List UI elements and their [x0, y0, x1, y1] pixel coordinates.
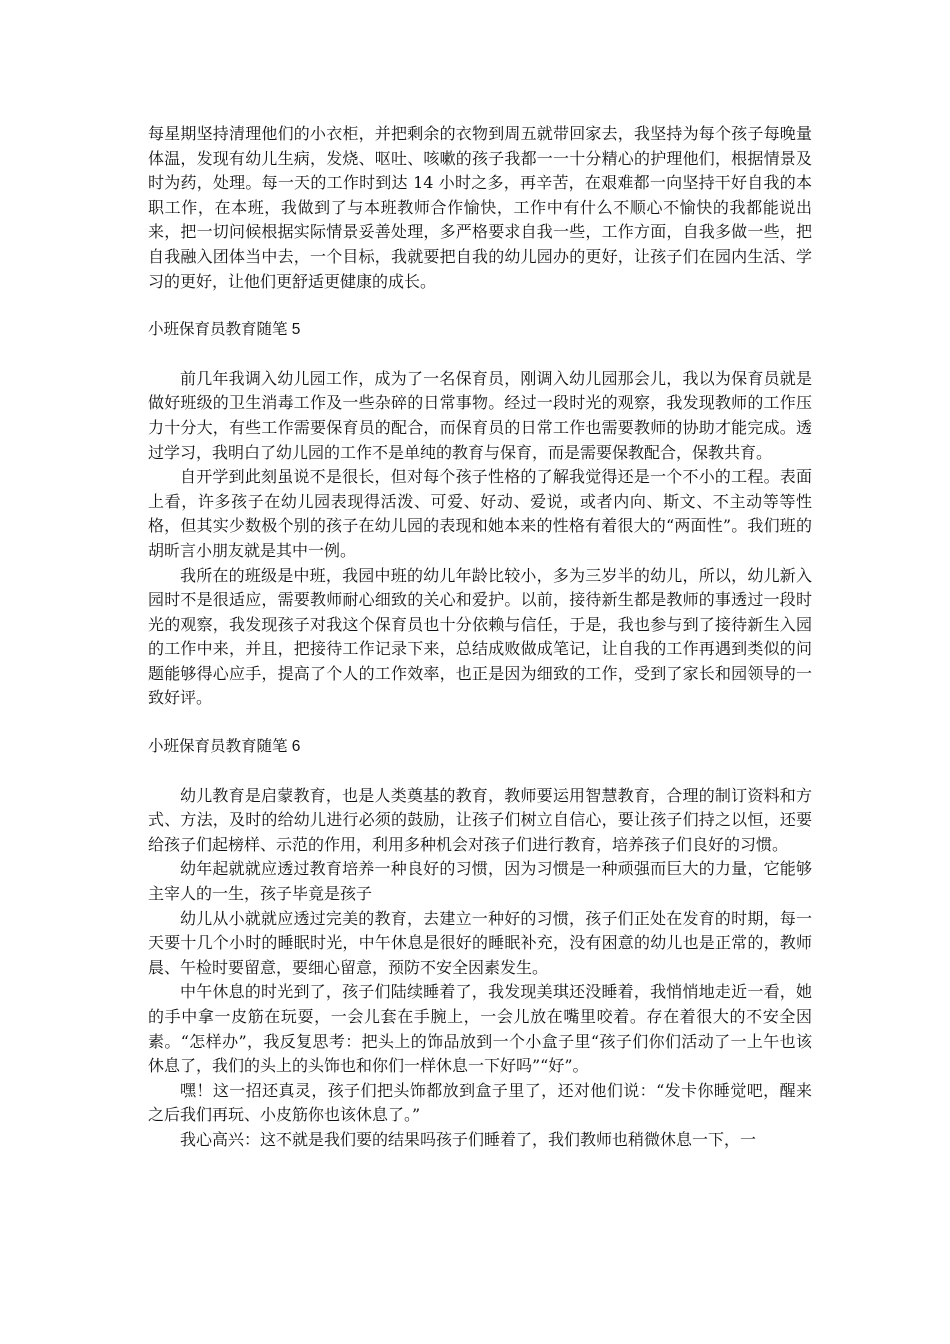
paragraph: 我所在的班级是中班，我园中班的幼儿年龄比较小，多为三岁半的幼儿，所以，幼儿新入园时不是很适应，需要教师耐心细致的关心和爱护。以前，接待新生都是教师的事透过一段时光的观察，我发现孩子对我这个保育员也十分依赖与信任，于是，我也参与到了接待新生入园的工作中来，并且，把接待工作记录下来，总结成败做成笔记，让自我的工作再遇到类似的问题能够得心应手，提高了个人的工作效率，也正是因为细致的工作，受到了家长和园领导的一致好评。	[148, 565, 812, 708]
paragraph: 幼儿从小就就应透过完美的教育，去建立一种好的习惯，孩子们正处在发育的时期，每一天要十几个小时的睡眠时光，中午休息是很好的睡眠补充，没有困意的幼儿也是正常的，教师晨、午检时要留意，要细心留意，预防不安全因素发生。	[148, 908, 812, 977]
paragraph: 中午休息的时光到了，孩子们陆续睡着了，我发现美琪还没睡着，我悄悄地走近一看，她的手中拿一皮筋在玩耍，一会儿套在手腕上，一会儿放在嘴里咬着。存在着很大的不安全因素。“怎样办”，我反复思考：把头上的饰品放到一个小盒子里“孩子们你们活动了一上午也该休息了，我们的头上的头饰也和你们一样休息一下好吗”“好”。	[148, 982, 812, 1076]
paragraph: 幼儿教育是启蒙教育，也是人类奠基的教育，教师要运用智慧教育，合理的制订资料和方式、方法，及时的给幼儿进行必须的鼓励，让孩子们树立自信心，要让孩子们持之以恒，还要给孩子们起榜样、示范的作用，利用多种机会对孩子们进行教育，培养孩子们良好的习惯。	[148, 785, 812, 854]
section-heading-6: 小班保育员教育随笔 6	[148, 738, 301, 756]
document-body	[148, 122, 812, 1153]
paragraph: 我心高兴：这不就是我们要的结果吗孩子们睡着了，我们教师也稍微休息一下，一	[180, 1129, 757, 1149]
paragraph: 前几年我调入幼儿园工作，成为了一名保育员，刚调入幼儿园那会儿，我以为保育员就是做好班级的卫生消毒工作及一些杂碎的日常事物。经过一段时光的观察，我发现教师的工作压力十分大，有些工作需要保育员的配合，而保育员的日常工作也需要教师的协助才能完成。透过学习，我明白了幼儿园的工作不是单纯的教育与保育，而是需要保教配合，保教共育。	[148, 368, 812, 462]
paragraph: 嘿！这一招还真灵，孩子们把头饰都放到盒子里了，还对他们说：“发卡你睡觉吧，醒来之后我们再玩、小皮筋你也该休息了。”	[148, 1080, 812, 1125]
paragraph: 幼年起就就应透过教育培养一种良好的习惯，因为习惯是一种顽强而巨大的力量，它能够主宰人的一生，孩子毕竟是孩子	[148, 859, 812, 904]
section-heading-5: 小班保育员教育随笔 5	[148, 321, 301, 339]
paragraph: 自开学到此刻虽说不是很长，但对每个孩子性格的了解我觉得还是一个不小的工程。表面上看，许多孩子在幼儿园表现得活泼、可爱、好动、爱说，或者内向、斯文、不主动等等性格，但其实少数极个别的孩子在幼儿园的表现和她本来的性格有着很大的“两面性”。我们班的胡昕言小朋友就是其中一例。	[148, 467, 812, 560]
intro-paragraph: 每星期坚持清理他们的小衣柜，并把剩余的衣物到周五就带回家去，我坚持为每个孩子每晚量体温，发现有幼儿生病，发烧、呕吐、咳嗽的孩子我都一一十分精心的护理他们，根据情景及时为药，处理。每一天的工作时到达 14 小时之多，再辛苦，在艰难都一向坚持干好自我的本职工作，在本班，我做到了与本班教师合作愉快，工作中有什么不顺心不愉快的我都能说出来，把一切问候根据实际情景妥善处理，多严格要求自我一些，工作方面，自我多做一些，把自我融入团体当中去，一个目标，我就要把自我的幼儿园办的更好，让孩子们在园内生活、学习的更好，让他们更舒适更健康的成长。	[148, 124, 812, 291]
